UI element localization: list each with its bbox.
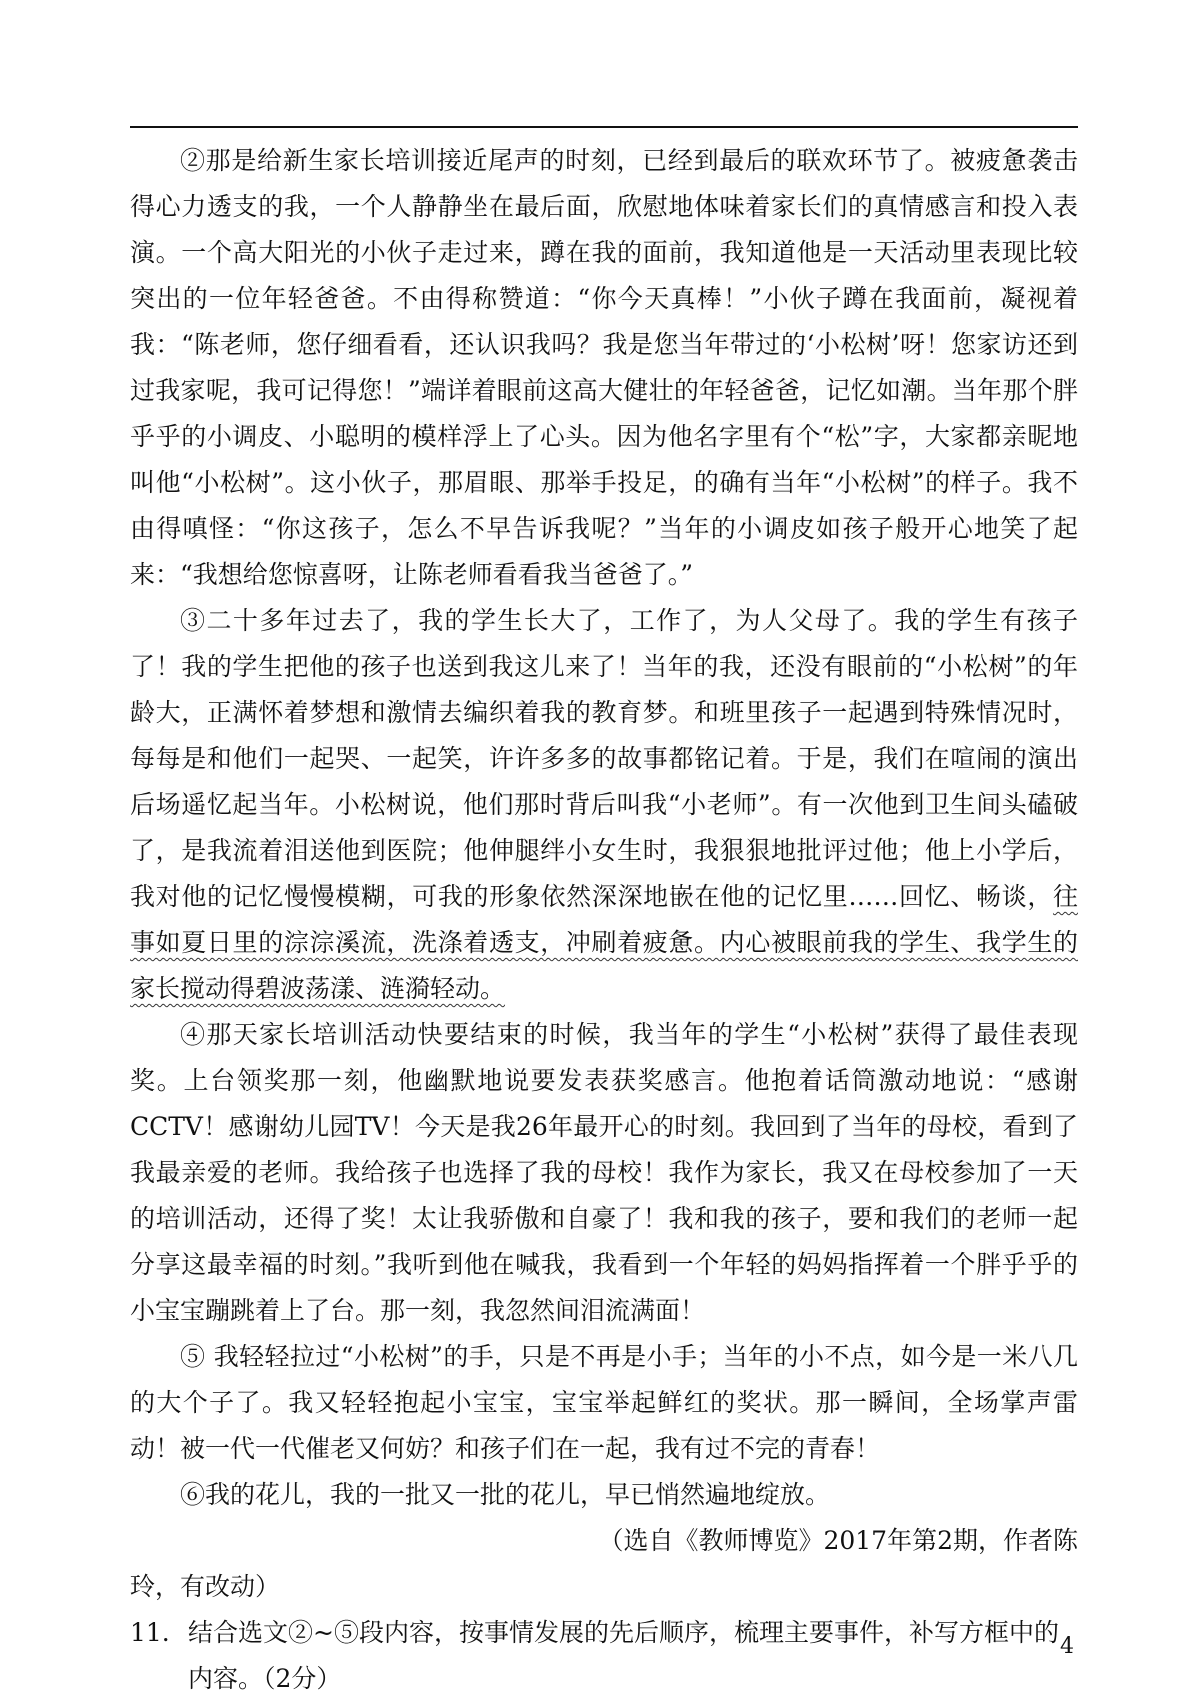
header-rule	[130, 126, 1078, 128]
paragraph-4: ④那天家长培训活动快要结束的时候，我当年的学生“小松树”获得了最佳表现奖。上台领奖那一刻，他幽默地说要发表获奖感言。他抱着话筒激动地说：“感谢CCTV！感谢幼儿园TV！今天是我26年最开心的时刻。我回到了当年的母校，看到了我最亲爱的老师。我给孩子也选择了我的母校！我作为家长，我又在母校参加了一天的培训活动，还得了奖！太让我骄傲和自豪了！我和我的孩子，要和我们的老师一起分享这最幸福的时刻。”我听到他在喊我，我看到一个年轻的妈妈指挥着一个胖乎乎的小宝宝蹦跳着上了台。那一刻，我忽然间泪流满面！	[130, 1020, 1078, 1325]
paragraph-5: ⑤ 我轻轻拉过“小松树”的手，只是不再是小手；当年的小不点，如今是一米八几的大个子了。我又轻轻抱起小宝宝，宝宝举起鲜红的奖状。那一瞬间，全场掌声雷动！被一代一代催老又何妨？和孩子们在一起，我有过不完的青春！	[130, 1342, 1078, 1463]
source-citation-cont: 玲，有改动）	[130, 1572, 281, 1601]
question-11	[130, 1610, 1078, 1702]
source-citation: （选自《教师博览》2017年第2期，作者陈	[598, 1526, 1078, 1555]
paragraph-2: ②那是给新生家长培训接近尾声的时刻，已经到最后的联欢环节了。被疲惫袭击得心力透支的我，一个人静静坐在最后面，欣慰地体味着家长们的真情感言和投入表演。一个高大阳光的小伙子走过来，蹲在我的面前，我知道他是一天活动里表现比较突出的一位年轻爸爸。不由得称赞道：“你今天真棒！”小伙子蹲在我面前，凝视着我：“陈老师，您仔细看看，还认识我吗？我是您当年带过的‘小松树’呀！您家访还到过我家呢，我可记得您！”端详着眼前这高大健壮的年轻爸爸，记忆如潮。当年那个胖乎乎的小调皮、小聪明的模样浮上了心头。因为他名字里有个“松”字，大家都亲昵地叫他“小松树”。这小伙子，那眉眼、那举手投足，的确有当年“小松树”的样子。我不由得嗔怪：“你这孩子，怎么不早告诉我呢？”当年的小调皮如孩子般开心地笑了起来：“我想给您惊喜呀，让陈老师看看我当爸爸了。”	[130, 146, 1078, 589]
paragraph-6: ⑥我的花儿，我的一批又一批的花儿，早已悄然遍地绽放。	[180, 1480, 831, 1509]
paragraph-3-underlined-sentence: 往事如夏日里的淙淙溪流，洗涤着透支，冲刷着疲惫。内心被眼前我的学生、我学生的家长搅动得碧波荡漾、涟漪轻动。	[130, 882, 1078, 1003]
document-body	[130, 138, 1078, 1702]
question-number: 11.	[130, 1618, 170, 1647]
page-number: 4	[1060, 1634, 1074, 1659]
paragraph-3	[130, 598, 1078, 1012]
paragraph-3-text: ③二十多年过去了，我的学生长大了，工作了，为人父母了。我的学生有孩子了！我的学生把他的孩子也送到我这儿来了！当年的我，还没有眼前的“小松树”的年龄大，正满怀着梦想和激情去编织着我的教育梦。和班里孩子一起遇到特殊情况时，每每是和他们一起哭、一起笑，许许多多的故事都铭记着。于是，我们在喧闹的演出后场遥忆起当年。小松树说，他们那时背后叫我“小老师”。有一次他到卫生间头磕破了，是我流着泪送他到医院；他伸腿绊小女生时，我狠狠地批评过他；他上小学后，我对他的记忆慢慢模糊，可我的形象依然深深地嵌在他的记忆里……回忆、畅谈，	[130, 606, 1078, 911]
question-text: 结合选文②~⑤段内容，按事情发展的先后顺序，梳理主要事件，补写方框中的内容。（2分）	[188, 1618, 1059, 1693]
